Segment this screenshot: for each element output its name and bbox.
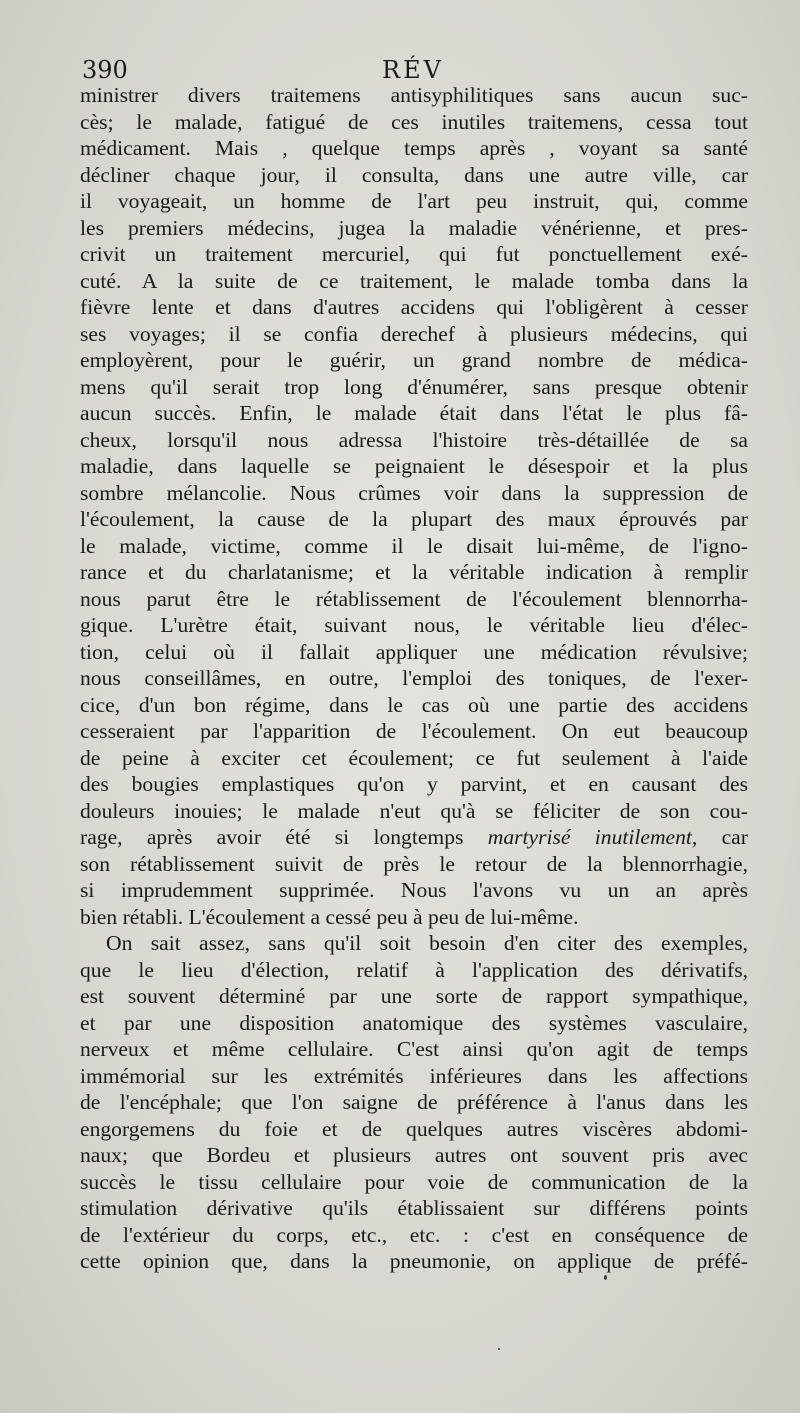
text-line: succès le tissu cellulaire pour voie de communication de la: [80, 1169, 748, 1194]
text-line: cheux, lorsqu'il nous adressa l'histoire très-détaillée de sa: [80, 427, 748, 452]
text-line: maladie, dans laquelle se peignaient le désespoir et la plus: [80, 454, 748, 478]
body-text: [80, 82, 748, 1275]
text-line: les premiers médecins, jugea la maladie vénérienne, et pres-: [80, 215, 748, 240]
text-line: des bougies emplastiques qu'on y parvint, et en causant des: [80, 772, 748, 796]
text-line: décliner chaque jour, il consulta, dans une autre ville, car: [80, 162, 748, 187]
text-line: médicament. Mais , quelque temps après , voyant sa santé: [80, 136, 748, 160]
text-line: gique. L'urètre était, suivant nous, le véritable lieu d'élec-: [80, 613, 748, 637]
text-line: cette opinion que, dans la pneumonie, on applique de préfé-: [80, 1249, 748, 1273]
text-line: il voyageait, un homme de l'art peu instruit, qui, comme: [80, 189, 748, 213]
text-line: immémorial sur les extrémités inférieures dans les affections: [80, 1063, 748, 1088]
text-line: nous conseillâmes, en outre, l'emploi des toniques, de l'exer-: [80, 666, 748, 690]
text-line: rance et du charlatanisme; et la véritable indication à remplir: [80, 560, 748, 584]
text-line: mens qu'il serait trop long d'énumérer, sans presque obtenir: [80, 374, 748, 399]
text-line: cesseraient par l'apparition de l'écoulement. On eut beaucoup: [80, 719, 748, 743]
text-line: ministrer divers traitemens antisyphilitiques sans aucun suc-: [80, 83, 748, 107]
text-line: On sait assez, sans qu'il soit besoin d'en citer des exemples,: [106, 931, 748, 955]
text-line: que le lieu d'élection, relatif à l'application des dérivatifs,: [80, 957, 748, 982]
text-line: de l'encéphale; que l'on saigne de préférence à l'anus dans les: [80, 1090, 748, 1114]
text-line: nerveux et même cellulaire. C'est ainsi qu'on agit de temps: [80, 1037, 748, 1061]
text-line: cuté. A la suite de ce traitement, le malade tomba dans la: [80, 268, 748, 293]
text-line: ses voyages; il se confia derechef à plusieurs médecins, qui: [80, 321, 748, 346]
text-line: naux; que Bordeu et plusieurs autres ont souvent pris avec: [80, 1143, 748, 1167]
text-line: fièvre lente et dans d'autres accidens qui l'obligèrent à cesser: [80, 295, 748, 319]
page-number: 390: [82, 56, 128, 84]
text-line: tion, celui où il fallait appliquer une médication révulsive;: [80, 639, 748, 664]
ink-speck: [498, 1348, 500, 1350]
text-line: si imprudemment supprimée. Nous l'avons vu un an après: [80, 878, 748, 902]
text-line: cice, d'un bon régime, dans le cas où une partie des accidens: [80, 692, 748, 717]
text-line: cès; le malade, fatigué de ces inutiles traitemens, cessa tout: [80, 109, 748, 134]
text-line: de l'extérieur du corps, etc., etc. : c'est en conséquence de: [80, 1222, 748, 1247]
italic-phrase: martyrisé inutilement: [487, 825, 692, 849]
running-head: RÉV: [382, 56, 444, 84]
text-line: engorgemens du foie et de quelques autres viscères abdomi-: [80, 1116, 748, 1141]
text-line: son rétablissement suivit de près le retour de la blennorrhagie,: [80, 851, 748, 876]
text-line-start: rage, après avoir été si longtemps: [80, 825, 464, 849]
text-line: est souvent déterminé par une sorte de rapport sympathique,: [80, 984, 748, 1008]
text-line: sombre mélancolie. Nous crûmes voir dans la suppression de: [80, 480, 748, 505]
text-line: de peine à exciter cet écoulement; ce fut seulement à l'aide: [80, 745, 748, 770]
text-line-with-italic: [80, 824, 748, 851]
text-line: l'écoulement, la cause de la plupart des maux éprouvés par: [80, 507, 748, 531]
text-line: le malade, victime, comme il le disait lui-même, de l'igno-: [80, 533, 748, 558]
text-line: employèrent, pour le guérir, un grand nombre de médica-: [80, 348, 748, 372]
text-line: bien rétabli. L'écoulement a cessé peu à peu de lui-même.: [80, 904, 579, 929]
text-line-end: , car: [691, 825, 748, 849]
text-line: et par une disposition anatomique des systèmes vasculaire,: [80, 1010, 748, 1035]
text-line: crivit un traitement mercuriel, qui fut ponctuellement exé-: [80, 242, 748, 266]
ink-speck: [604, 1275, 607, 1280]
text-line: stimulation dérivative qu'ils établissaient sur différens points: [80, 1196, 748, 1220]
text-line: aucun succès. Enfin, le malade était dans l'état le plus fâ-: [80, 401, 748, 425]
text-line: douleurs inouies; le malade n'eut qu'à se féliciter de son cou-: [80, 798, 748, 823]
text-line: nous parut être le rétablissement de l'écoulement blennorrha-: [80, 586, 748, 611]
